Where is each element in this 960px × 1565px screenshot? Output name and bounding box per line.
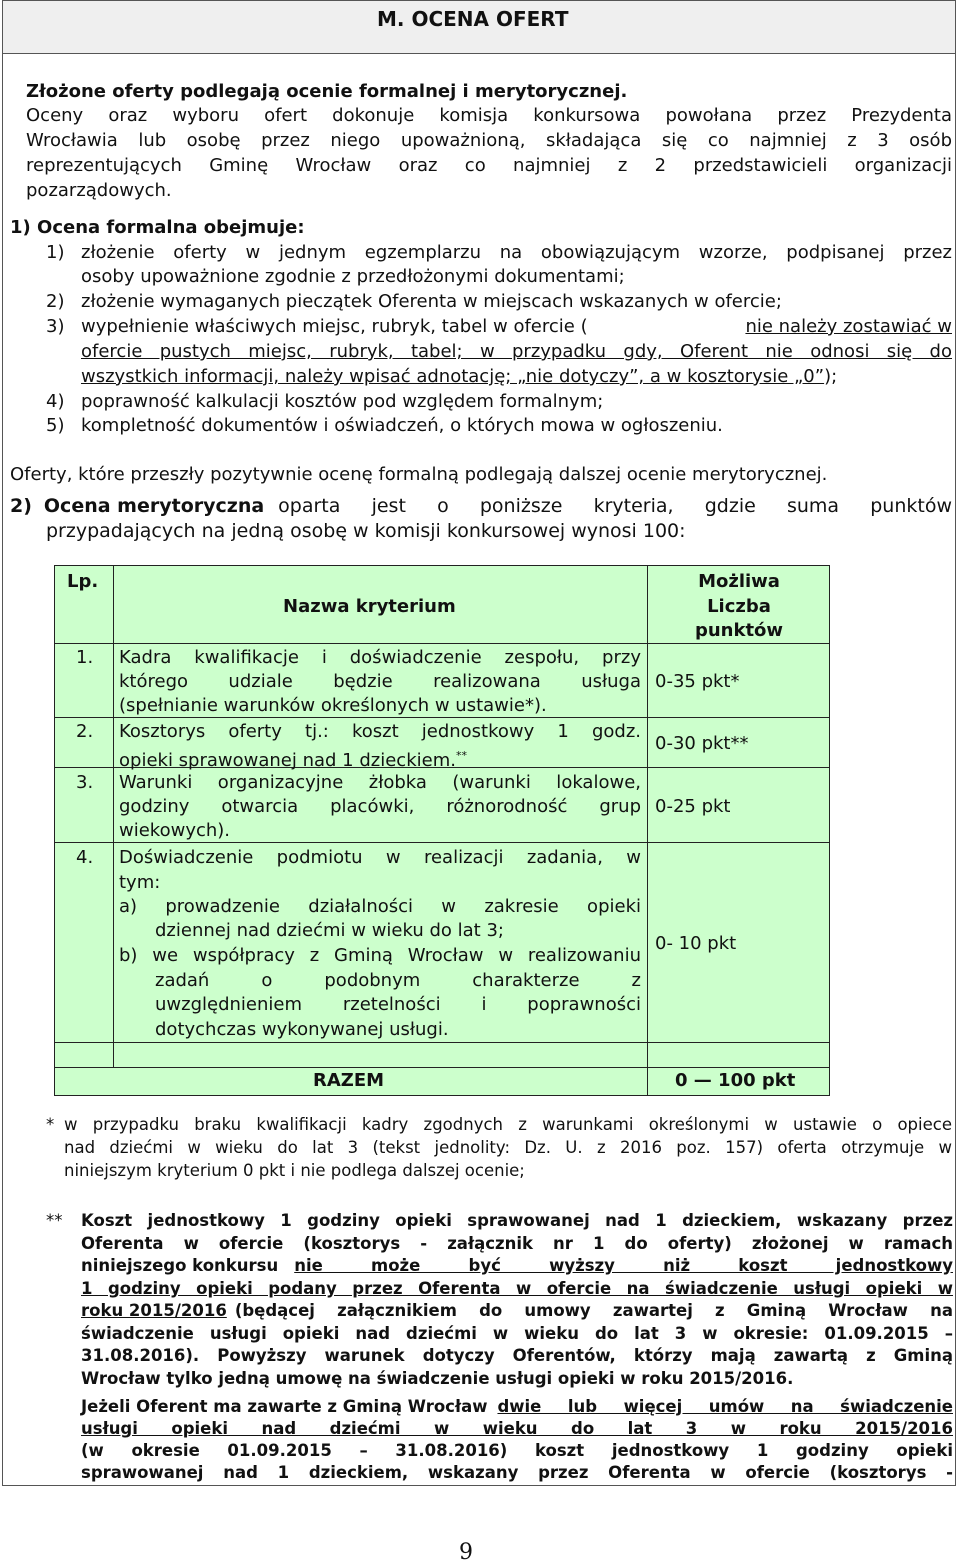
formal-item-text: wypełnienie właściwych miejsc, rubryk, tabel w ofercie ( xyxy=(81,316,588,337)
table-total-value: 0 — 100 pkt xyxy=(675,1070,796,1091)
footnote-mark: * xyxy=(46,1115,55,1134)
table-row-text: b) we współpracy z Gminą Wrocław w realizowaniu xyxy=(119,945,641,966)
footnote-line xyxy=(81,1255,953,1277)
table-row-lp: 4. xyxy=(76,847,94,868)
table-row-text: wiekowych). xyxy=(119,820,231,841)
footnote-line xyxy=(81,1300,953,1322)
table-row-text: którego udziale będzie realizowana usługa xyxy=(119,671,641,692)
formal-item-underlined: wszystkich informacji, należy wpisać adnotację; „nie dotyczy”, a w kosztorysie „0” xyxy=(81,366,825,387)
footnote-underlined: nie może być wyższy niż koszt jednostkowy xyxy=(294,1256,953,1275)
formal-item-num: 3) xyxy=(46,316,65,337)
intro-line: reprezentujących Gminę Wrocław oraz co najmniej z 2 przedstawicieli organizacji xyxy=(26,155,952,176)
table-row-points: 0- 10 pkt xyxy=(655,933,737,954)
table-row-line xyxy=(119,744,467,774)
footnote-bold: (w okresie 01.09.2015 – 31.08.2016) koszt jednostkowy 1 godziny opieki xyxy=(81,1441,953,1460)
footnote-line xyxy=(81,1396,953,1418)
formal-item-text: kompletność dokumentów i oświadczeń, o których mowa w ogłoszeniu. xyxy=(81,415,723,436)
footnote-text: nad dziećmi w wieku do lat 3 (tekst jednolity: Dz. U. z 2016 poz. 157) oferta otrzymuje w xyxy=(64,1138,952,1157)
table-row-text: zadań o podobnym charakterze z xyxy=(155,970,641,991)
merit-text: oparta jest o poniższe kryteria, gdzie suma punktów xyxy=(278,495,952,517)
formal-item-text: złożenie wymaganych pieczątek Oferenta w miejscach wskazanych w ofercie; xyxy=(81,291,782,312)
merit-line xyxy=(10,494,952,518)
table-rule xyxy=(55,1067,830,1068)
table-header-lp: Lp. xyxy=(67,571,99,592)
table-row-text: godziny otwarcia placówki, różnorodność grup xyxy=(119,796,641,817)
merit-text: przypadających na jedną osobę w komisji konkursowej wynosi 100: xyxy=(46,520,686,542)
formal-item-text: osoby upoważnione zgodnie z przedłożonymi dokumentami; xyxy=(81,266,625,287)
formal-item-line xyxy=(81,365,837,389)
table-row-text: Kadra kwalifikacje i doświadczenie zespołu, przy xyxy=(119,647,641,668)
table-row-points: 0-25 pkt xyxy=(655,796,731,817)
table-row-text: uwzględnieniem rzetelności i poprawności xyxy=(155,994,641,1015)
table-row-lp: 1. xyxy=(76,647,94,668)
table-total-label: RAZEM xyxy=(313,1070,385,1091)
footnote-text: niniejszym kryterium 0 pkt i nie podlega dalszej ocenie; xyxy=(64,1161,525,1180)
table-row-text: Warunki organizacyjne żłobka (warunki lokalowe, xyxy=(119,772,641,793)
intro-line: Oceny oraz wyboru ofert dokonuje komisja konkursowa powołana przez Prezydenta xyxy=(26,105,952,126)
footnote-bold: 31.08.2016). Powyższy warunek dotyczy Oferentów, którzy mają zawartą z Gminą xyxy=(81,1346,953,1365)
footnote-bold: (będącej załącznikiem do umowy zawartej z Gminą Wrocław na xyxy=(234,1301,953,1320)
formal-heading: 1) Ocena formalna obejmuje: xyxy=(10,217,305,238)
formal-item-text: ); xyxy=(824,366,838,387)
table-row-text: a) prowadzenie działalności w zakresie opieki xyxy=(119,896,641,917)
table-header-points: punktów xyxy=(694,620,784,641)
footnote-mark: ** xyxy=(455,749,467,762)
table-row-lp: 3. xyxy=(76,772,94,793)
table-header-points: Liczba xyxy=(707,596,771,617)
table-row-text: Doświadczenie podmiotu w realizacji zadania, w xyxy=(119,847,641,868)
footnote-underlined: roku 2015/2016 xyxy=(81,1301,227,1320)
table-row-text: dotychczas wykonywanej usługi. xyxy=(155,1019,449,1040)
page-number: 9 xyxy=(459,1540,473,1565)
after-formal-text: Oferty, które przeszły pozytywnie ocenę formalną podlegają dalszej ocenie merytorycznej. xyxy=(10,464,828,485)
table-header-points: Możliwa xyxy=(698,571,780,592)
footnote-mark: ** xyxy=(46,1211,63,1230)
table-rule xyxy=(113,566,114,1067)
table-row-points: 0-30 pkt** xyxy=(655,733,749,754)
formal-item-text: złożenie oferty w jednym egzemplarzu na obowiązującym wzorze, podpisanej przez xyxy=(81,242,952,263)
merit-num: 2) xyxy=(10,495,32,517)
formal-item-num: 2) xyxy=(46,291,65,312)
footnote-bold: Wrocław tylko jedną umowę na świadczenie usługi opieki w roku 2015/2016. xyxy=(81,1369,794,1388)
footnote-bold: sprawowanej nad 1 dzieckiem, wskazany przez Oferenta w ofercie (kosztorys - xyxy=(81,1463,953,1482)
footnote-text: w przypadku braku kwalifikacji kadry zgodnych z warunkami określonymi w ustawie o opiece xyxy=(64,1115,952,1134)
formal-item-num: 5) xyxy=(46,415,65,436)
table-row-text: opieki sprawowanej nad 1 dzieckiem. xyxy=(119,750,456,771)
table-rule xyxy=(647,566,648,1096)
formal-item-num: 1) xyxy=(46,242,65,263)
intro-heading: Złożone oferty podlegają ocenie formalnej i merytorycznej. xyxy=(26,81,628,102)
formal-item-text: poprawność kalkulacji kosztów pod względem formalnym; xyxy=(81,391,604,412)
formal-item-underlined: ofercie pustych miejsc, rubryk, tabel; w przypadku gdy, Oferent nie odnosi się do xyxy=(81,341,952,362)
criteria-table xyxy=(54,565,830,1096)
table-row-points: 0-35 pkt* xyxy=(655,671,740,692)
table-row-text: dziennej nad dziećmi w wieku do lat 3; xyxy=(155,920,504,941)
merit-heading: Ocena merytoryczna xyxy=(43,495,265,517)
footnote-bold: Oferenta w ofercie (kosztorys - załącznik nr 1 do oferty) złożonej w ramach xyxy=(81,1234,953,1253)
footnote-underlined: usługi opieki nad dziećmi w wieku do lat 3 w roku 2015/2016 xyxy=(81,1419,953,1438)
table-row-text: (spełnianie warunków określonych w ustawie*). xyxy=(119,695,547,716)
footnote-underlined: dwie lub więcej umów na świadczenie xyxy=(497,1397,953,1416)
table-row-lp: 2. xyxy=(76,721,94,742)
footnote-underlined: 1 godziny opieki podany przez Oferenta w ofercie na świadczenie usługi opieki w xyxy=(81,1279,953,1298)
intro-line: pozarządowych. xyxy=(26,180,172,201)
footnote-bold: Koszt jednostkowy 1 godziny opieki sprawowanej nad 1 dzieckiem, wskazany przez xyxy=(81,1211,953,1230)
section-header xyxy=(2,0,956,54)
table-row-text: Kosztorys oferty tj.: koszt jednostkowy 1 godz. xyxy=(119,721,641,742)
footnote-bold: świadczenie usługi opieki nad dziećmi w wieku do lat 3 w okresie: 01.09.2015 – xyxy=(81,1324,953,1343)
footnote-bold: Jeżeli Oferent ma zawarte z Gminą Wrocław xyxy=(81,1397,488,1416)
table-row-text: tym: xyxy=(119,872,161,893)
formal-item-underlined: nie należy zostawiać w xyxy=(745,316,952,337)
formal-item-line xyxy=(81,315,952,339)
footnote-bold: niniejszego konkursu xyxy=(81,1256,279,1275)
intro-line: Wrocławia lub osobę przez niego upoważnioną, składająca się co najmniej z 3 osób xyxy=(26,130,952,151)
formal-item-num: 4) xyxy=(46,391,65,412)
section-title: M. OCENA OFERT xyxy=(377,7,569,31)
table-header-name: Nazwa kryterium xyxy=(283,596,456,617)
